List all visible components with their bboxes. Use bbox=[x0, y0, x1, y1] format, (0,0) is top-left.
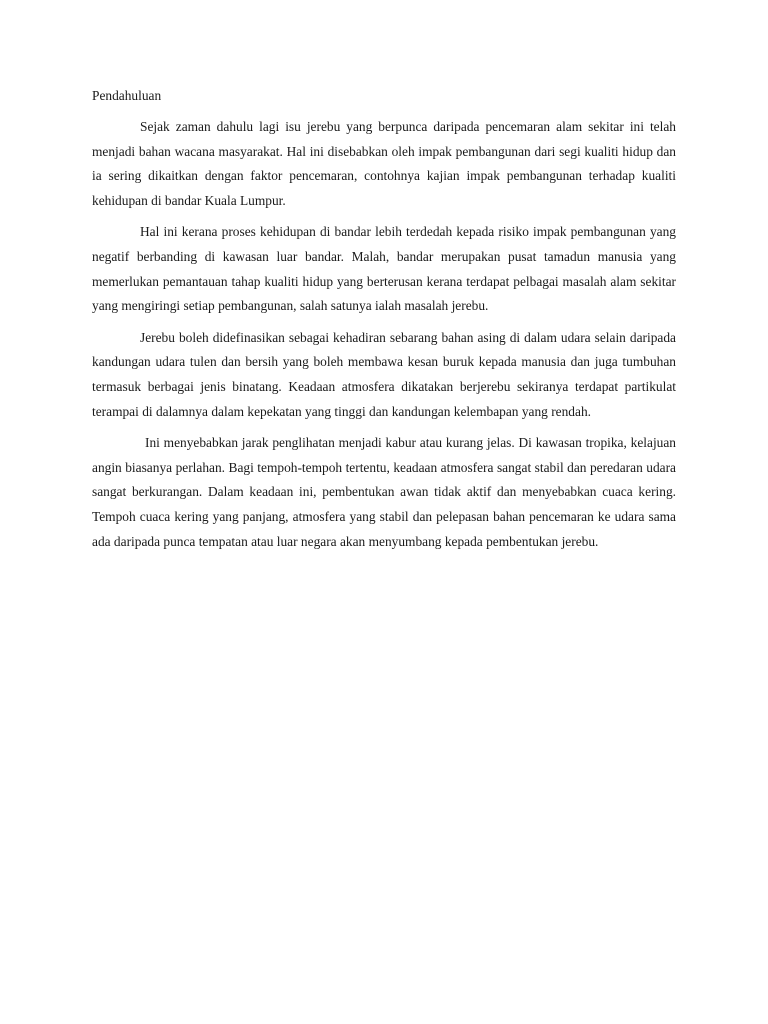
paragraph-4: Ini menyebabkan jarak penglihatan menjadi kabur atau kurang jelas. Di kawasan tropika, kelajuan angin biasanya perlahan. Bagi tempoh-tempoh tertentu, keadaan atmosfera sangat stabil dan peredaran udara sangat berkurangan. Dalam keadaan ini, pembentukan awan tidak aktif dan menyebabkan cuaca kering. Tempoh cuaca kering yang panjang, atmosfera yang stabil dan pelepasan bahan pencemaran ke udara sama ada daripada punca tempatan atau luar negara akan menyumbang kepada pembentukan jerebu. bbox=[92, 435, 676, 549]
paragraph-3: Jerebu boleh didefinasikan sebagai kehadiran sebarang bahan asing di dalam udara selain daripada kandungan udara tulen dan bersih yang boleh membawa kesan buruk kepada manusia dan juga tumbuhan termasuk berbagai jenis binatang. Keadaan atmosfera dikatakan berjerebu sekiranya terdapat partikulat terampai di dalamnya dalam kepekatan yang tinggi dan kandungan kelembapan yang rendah. bbox=[92, 329, 676, 419]
paragraph-1: Sejak zaman dahulu lagi isu jerebu yang berpunca daripada pencemaran alam sekitar ini telah menjadi bahan wacana masyarakat. Hal ini disebabkan oleh impak pembangunan dari segi kualiti hidup dan ia sering dikaitkan dengan faktor pencemaran, contohnya kajian impak pembangunan terhadap kualiti kehidupan di bandar Kuala Lumpur. bbox=[92, 119, 676, 208]
document-body bbox=[92, 86, 676, 561]
paragraph-2: Hal ini kerana proses kehidupan di bandar lebih terdedah kepada risiko impak pembangunan yang negatif berbanding di kawasan luar bandar. Malah, bandar merupakan pusat tamadun manusia yang memerlukan pemantauan tahap kualiti hidup yang berterusan kerana terdapat pelbagai masalah alam sekitar yang mengiringi setiap pembangunan, salah satunya ialah masalah jerebu. bbox=[92, 224, 676, 314]
section-heading: Pendahuluan bbox=[92, 88, 162, 103]
